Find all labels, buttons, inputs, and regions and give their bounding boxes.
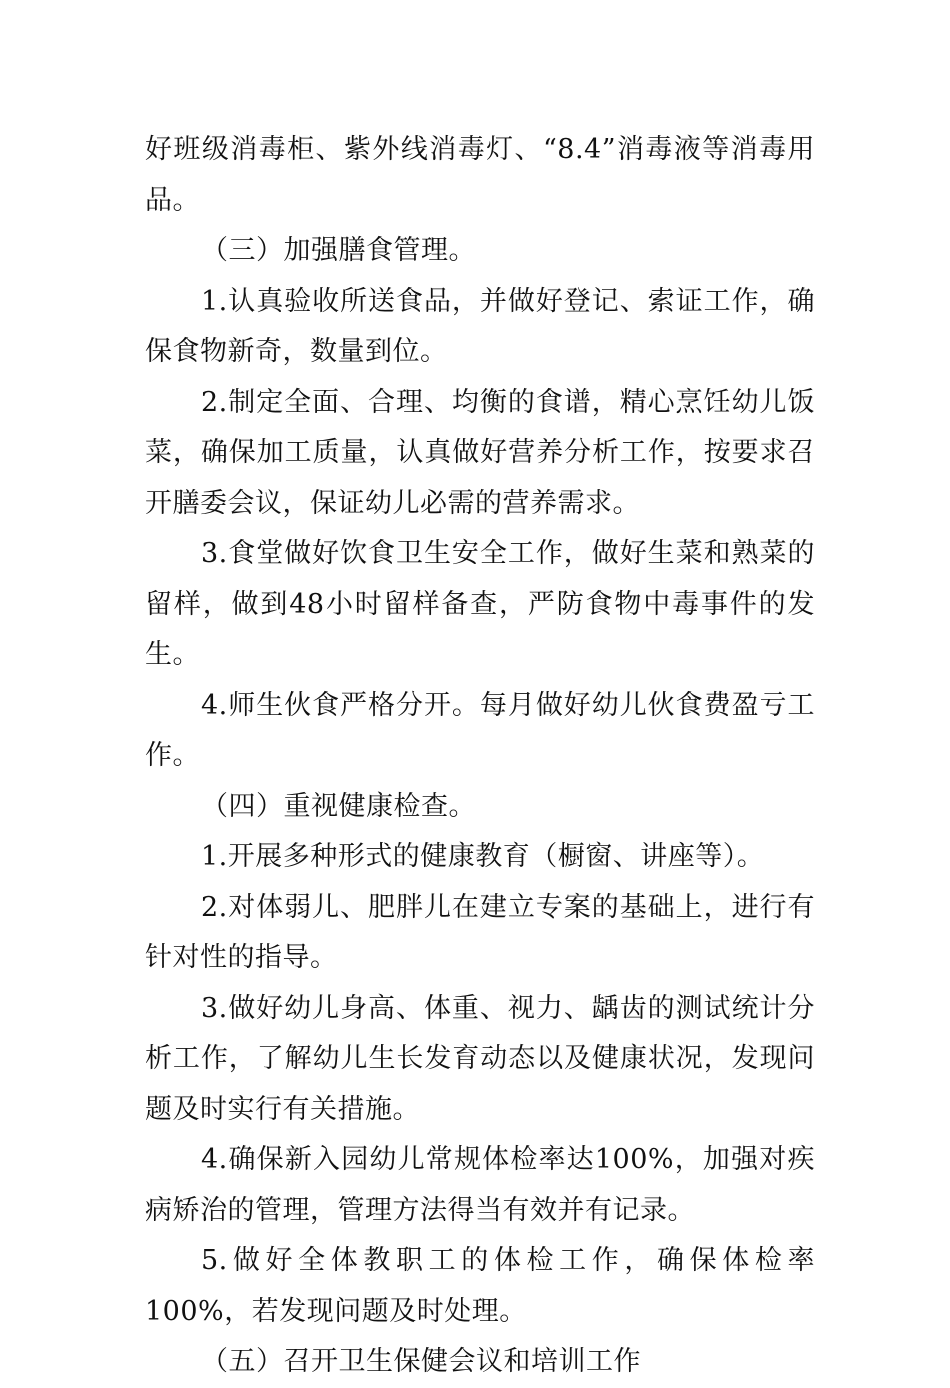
list-item-3-2: 2.制定全面、合理、均衡的食谱，精心烹饪幼儿饭菜，确保加工质量，认真做好营养分析工作，按要求召开膳委会议，保证幼儿必需的营养需求。 — [145, 386, 815, 519]
list-item-4-3: 3.做好幼儿身高、体重、视力、龋齿的测试统计分析工作，了解幼儿生长发育动态以及健康状况，发现问题及时实行有关措施。 — [145, 992, 815, 1125]
section-heading-4: （四）重视健康检查。 — [201, 790, 476, 822]
list-item-4-4: 4.确保新入园幼儿常规体检率达100%，加强对疾病矫治的管理，管理方法得当有效并有记录。 — [145, 1144, 815, 1226]
document-body — [145, 125, 815, 1388]
section-heading-3: （三）加强膳食管理。 — [201, 235, 476, 266]
list-item-4-5: 5.做好全体教职工的体检工作，确保体检率100%，若发现问题及时处理。 — [145, 1245, 815, 1327]
list-item-3-1: 1.认真验收所送食品，并做好登记、索证工作，确保食物新奇，数量到位。 — [145, 285, 815, 367]
section-heading-5: （五）召开卫生保健会议和培训工作 — [201, 1346, 641, 1377]
list-item-4-2: 2.对体弱儿、肥胖儿在建立专案的基础上，进行有针对性的指导。 — [145, 891, 815, 973]
paragraph-continuation: 好班级消毒柜、紫外线消毒灯、“8.4”消毒液等消毒用品。 — [145, 134, 815, 216]
list-item-3-3: 3.食堂做好饮食卫生安全工作，做好生菜和熟菜的留样，做到48小时留样备查，严防食物中毒事件的发生。 — [145, 538, 815, 670]
list-item-3-4: 4.师生伙食严格分开。每月做好幼儿伙食费盈亏工作。 — [145, 689, 815, 771]
list-item-4-1: 1.开展多种形式的健康教育（橱窗、讲座等）。 — [201, 841, 765, 872]
